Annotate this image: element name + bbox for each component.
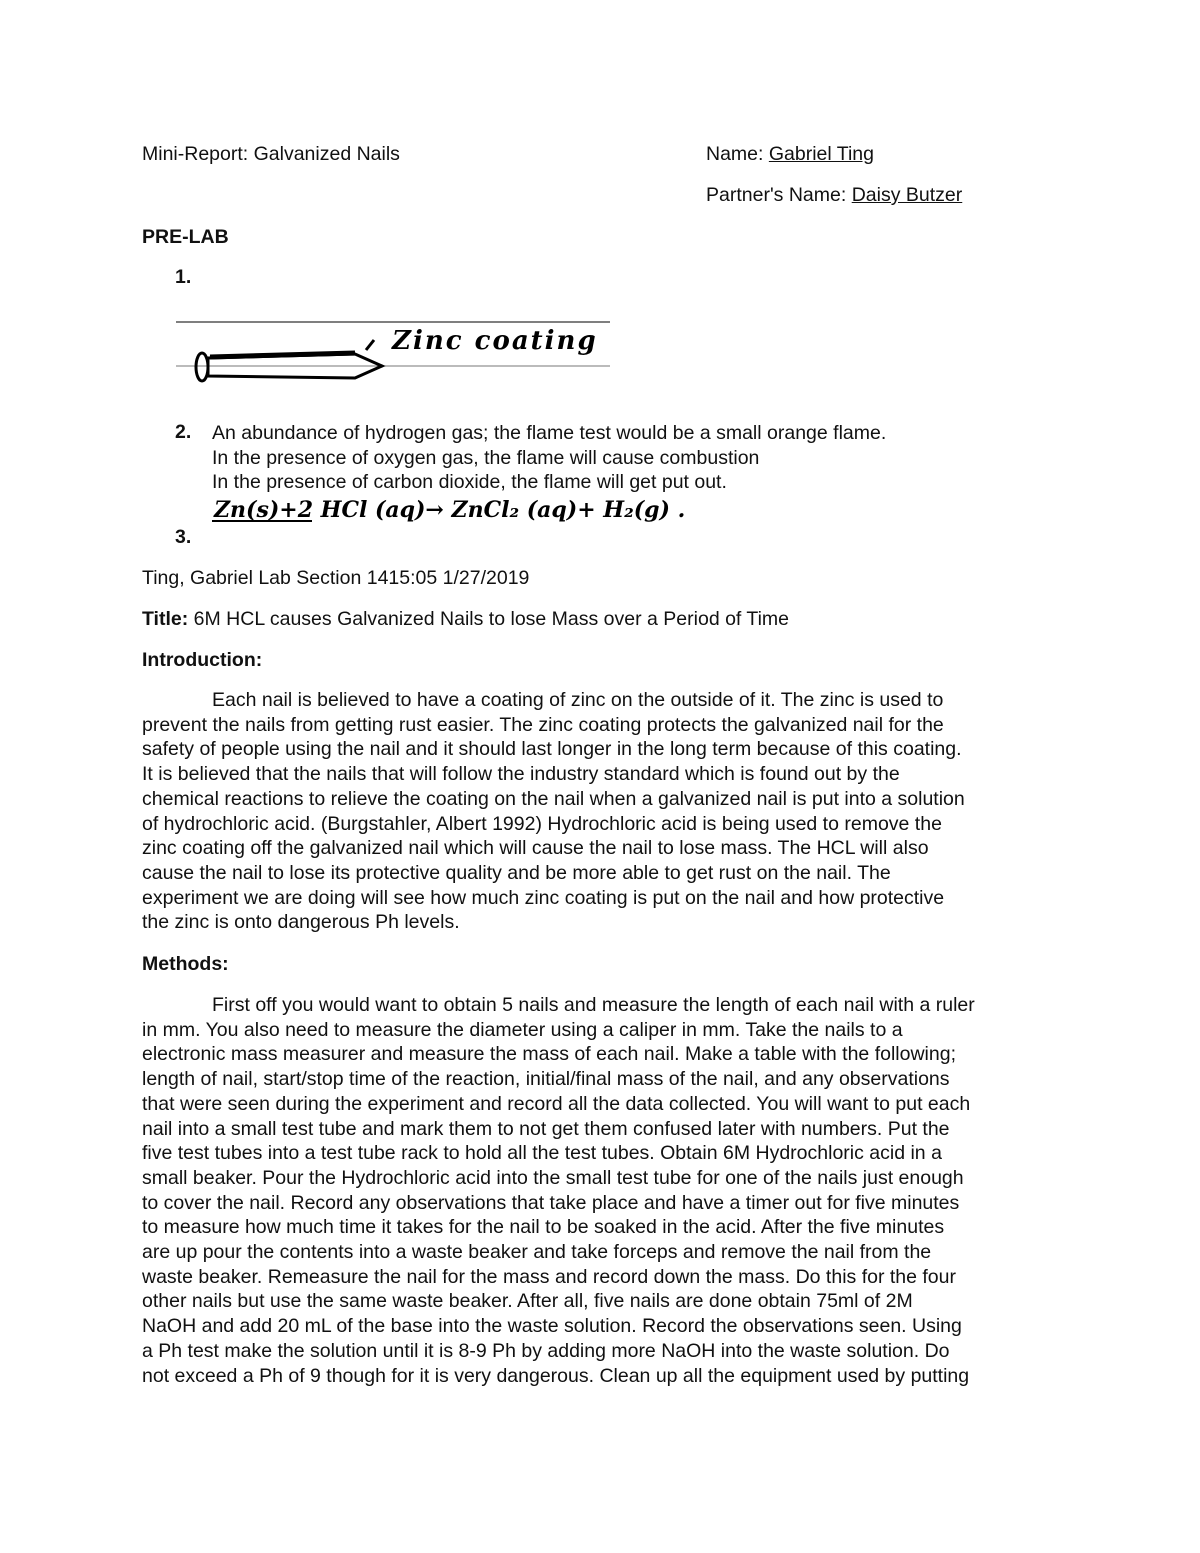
report-byline: Ting, Gabriel Lab Section 1415:05 1/27/2019 bbox=[142, 567, 530, 589]
name-value: Gabriel Ting bbox=[768, 143, 874, 165]
name-line bbox=[706, 143, 874, 166]
methods-line: that were seen during the experiment and record all the data collected. You will want to put each bbox=[142, 1092, 971, 1115]
introduction-line: safety of people using the nail and it should last longer in the long term because of this coating. bbox=[142, 738, 962, 761]
methods-line: in mm. You also need to measure the diameter using a caliper in mm. Take the nails to a bbox=[142, 1018, 903, 1041]
introduction-line: chemical reactions to relieve the coating on the nail when a galvanized nail is put into a solution bbox=[142, 787, 965, 810]
methods-line: to measure how much time it takes for the nail to be soaked in the acid. After the five minutes bbox=[142, 1216, 945, 1239]
introduction-paragraph bbox=[142, 688, 1062, 935]
methods-line: First off you would want to obtain 5 nails and measure the length of each nail with a ruler bbox=[212, 994, 975, 1016]
methods-heading: Methods: bbox=[142, 953, 229, 975]
prelab-item-2-line: An abundance of hydrogen gas; the flame test would be a small orange flame. bbox=[212, 422, 887, 444]
prelab-item-2-text bbox=[212, 421, 886, 495]
zinc-coating-label: Zinc coating bbox=[392, 326, 598, 356]
label-pointer bbox=[366, 340, 374, 350]
equation-underline bbox=[212, 520, 312, 522]
prelab-equation: Zn(s)+2 HCl (aq)→ ZnCl₂ (aq)+ H₂(g) . bbox=[214, 497, 686, 523]
title-value: 6M HCL causes Galvanized Nails to lose Mass over a Period of Time bbox=[193, 608, 790, 630]
prelab-item-2-line: In the presence of carbon dioxide, the flame will get put out. bbox=[212, 471, 727, 493]
introduction-line: experiment we are doing will see how much zinc coating is put on the nail and how protective bbox=[142, 886, 945, 909]
methods-paragraph bbox=[142, 993, 1062, 1388]
prelab-item-1-number: 1. bbox=[175, 266, 192, 288]
methods-line: five test tubes into a test tube rack to hold all the test tubes. Obtain 6M Hydrochloric acid in a bbox=[142, 1142, 942, 1165]
title-label: Title: bbox=[142, 608, 189, 630]
prelab-item-2-line: In the presence of oxygen gas, the flame will cause combustion bbox=[212, 446, 760, 469]
partner-value: Daisy Butzer bbox=[851, 184, 963, 206]
methods-line: nail into a small test tube and mark them to not get them confused later with numbers. Put the bbox=[142, 1117, 950, 1140]
introduction-line: It is believed that the nails that will follow the industry standard which is found out by the bbox=[142, 763, 900, 786]
report-title-line bbox=[142, 608, 789, 631]
report-title: Mini-Report: Galvanized Nails bbox=[142, 143, 400, 165]
introduction-line: cause the nail to lose its protective quality and be more able to get rust on the nail. The bbox=[142, 861, 891, 884]
introduction-line: the zinc is onto dangerous Ph levels. bbox=[142, 911, 460, 934]
prelab-item-3-number: 3. bbox=[175, 526, 192, 548]
introduction-heading: Introduction: bbox=[142, 649, 263, 671]
prelab-item-2-number: 2. bbox=[175, 421, 192, 443]
methods-line: small beaker. Pour the Hydrochloric acid into the small test tube for one of the nails just enough bbox=[142, 1166, 964, 1189]
introduction-line: of hydrochloric acid. (Burgstahler, Albert 1992) Hydrochloric acid is being used to remove the bbox=[142, 812, 942, 835]
methods-line: NaOH and add 20 mL of the base into the waste solution. Record the observations seen. Using bbox=[142, 1315, 962, 1338]
prelab-heading: PRE-LAB bbox=[142, 226, 229, 248]
partner-line bbox=[706, 184, 962, 207]
partner-label: Partner's Name: bbox=[706, 184, 847, 206]
methods-line: electronic mass measurer and measure the mass of each nail. Make a table with the following; bbox=[142, 1043, 956, 1066]
nail-head bbox=[196, 353, 208, 381]
methods-line: length of nail, start/stop time of the reaction, initial/final mass of the nail, and any observations bbox=[142, 1068, 950, 1091]
introduction-line: Each nail is believed to have a coating of zinc on the outside of it. The zinc is used to bbox=[212, 689, 944, 711]
name-label: Name: bbox=[706, 143, 764, 165]
methods-line: other nails but use the same waste beaker. After all, five nails are done obtain 75ml of 2M bbox=[142, 1290, 913, 1313]
zinc-coating-stroke bbox=[210, 353, 355, 357]
introduction-line: prevent the nails from getting rust easier. The zinc coating protects the galvanized nail for the bbox=[142, 713, 944, 736]
methods-line: a Ph test make the solution until it is 8-9 Ph by adding more NaOH into the waste solution. Do bbox=[142, 1339, 950, 1362]
methods-line: waste beaker. Remeasure the nail for the mass and record down the mass. Do this for the four bbox=[142, 1265, 956, 1288]
methods-line: are up pour the contents into a waste beaker and take forceps and remove the nail from the bbox=[142, 1241, 932, 1264]
methods-line: not exceed a Ph of 9 though for it is very dangerous. Clean up all the equipment used by putting bbox=[142, 1364, 970, 1387]
methods-line: to cover the nail. Record any observations that take place and have a timer out for five minutes bbox=[142, 1191, 960, 1214]
introduction-line: zinc coating off the galvanized nail which will cause the nail to lose mass. The HCL will also bbox=[142, 837, 929, 860]
